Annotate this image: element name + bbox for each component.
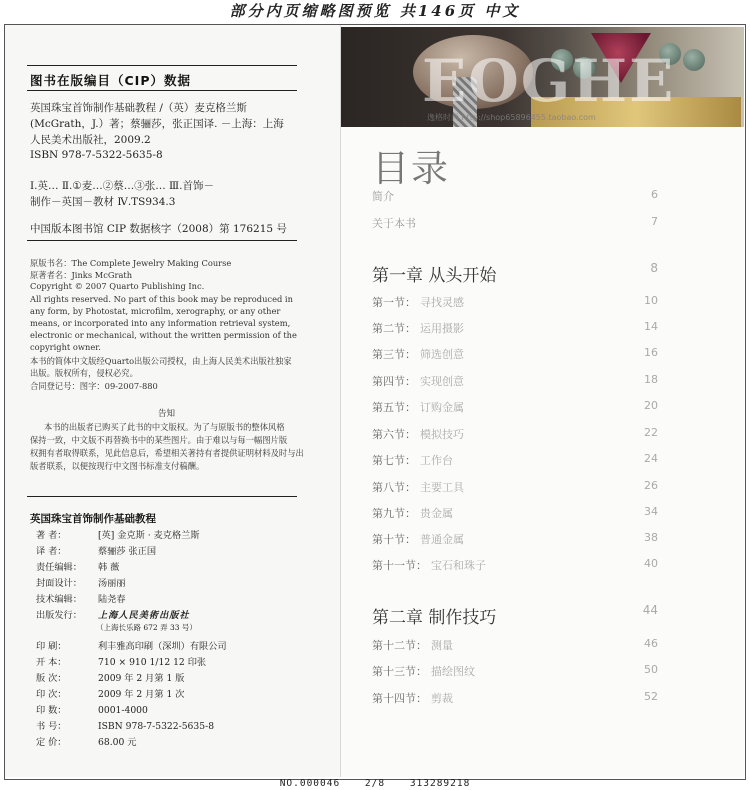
print-count: 印 数： 0001-4000: [36, 705, 148, 716]
print-price: 定 价： 68.00 元: [36, 737, 137, 748]
toc-section: 第十节： 普通金属 38: [372, 531, 658, 546]
credit-publisher: 出版发行： 上海人民美術出版社: [36, 610, 190, 621]
toc-section: 第九节： 贵金属 34: [372, 505, 658, 520]
notice-line: 本书的出版者已购买了此书的中文版权。为了与原版书的整体风格: [44, 422, 285, 432]
cip-isbn: ISBN 978-7-5322-5635-8: [30, 149, 163, 161]
credit-tech: 技术编辑： 陆尧春: [36, 594, 126, 605]
print-isbn: 书 号： ISBN 978-7-5322-5635-8: [36, 721, 215, 732]
cip-top-rule: [27, 65, 297, 66]
credit-author: 著 者： [英] 金克斯 · 麦克格兰斯: [36, 530, 200, 541]
toc-section: 第十三节： 描绘图纹 50: [372, 663, 658, 678]
footer-number: NO.000046: [279, 778, 341, 789]
original-info: copyright owner.: [30, 342, 101, 352]
footer-stamp: [0, 778, 750, 789]
contract-number: 合同登记号：图字：09-2007-880: [30, 381, 158, 391]
toc-section: 第三节： 筛选创意 16: [372, 346, 658, 361]
credit-translator: 译 者： 蔡骊莎 张正国: [36, 546, 157, 557]
print-edition: 版 次： 2009 年 2 月第 1 版: [36, 673, 185, 684]
toc-section: 第七节： 工作台 24: [372, 452, 658, 467]
toc-title: 目录: [372, 147, 450, 190]
toc-section: 第十一节： 宝石和珠子 40: [372, 557, 658, 572]
original-info: All rights reserved. No part of this book may be reproduced in: [30, 294, 293, 304]
credit-cover: 封面设计： 汤丽丽: [36, 578, 126, 589]
toc-intro-item: 关于本书 7: [372, 215, 658, 230]
toc-section: 第二节： 运用摄影 14: [372, 320, 658, 335]
credits-top-rule: [27, 496, 297, 497]
notice-line: 权拥有者取得联系，见此信息后，希望相关著持有者提供证明材料及时与出: [30, 448, 304, 458]
original-info: 原版书名：The Complete Jewelry Making Course: [30, 258, 232, 268]
toc-section: 第五节： 订购金属 20: [372, 399, 658, 414]
cip-number: 中国版本图书馆 CIP 数据核字（2008）第 176215 号: [30, 223, 287, 235]
print-impression: 印 次： 2009 年 2 月第 1 次: [36, 689, 185, 700]
credit-editor: 责任编辑： 韩 薇: [36, 562, 120, 573]
cip-line: 英国珠宝首饰制作基础教程 /（英）麦克格兰斯: [30, 102, 247, 114]
notice-line: 保持一致，中文版不再替换书中的某些图片。由于难以与每一幅图片版: [30, 435, 288, 445]
print-printer: 印 刷： 利丰雅高印刷（深圳）有限公司: [36, 641, 227, 652]
footer-code: 313289218: [409, 778, 471, 789]
original-info: 出版。版权所有，侵权必究。: [30, 368, 138, 378]
original-info: any form, by Photostat, microfilm, xerography, or any other: [30, 306, 281, 316]
toc-section: 第十四节： 剪裁 52: [372, 690, 658, 705]
book-title: 英国珠宝首饰制作基础教程: [30, 513, 156, 525]
notice-line: 版者联系，以便按现行中文图书标准支付稿酬。: [30, 461, 205, 471]
original-info: 原著者名：Jinks McGrath: [30, 270, 133, 280]
notice-title: 告知: [158, 409, 176, 419]
preview-banner: 部分内页缩略图预览 共146页 中文: [229, 2, 521, 20]
toc-chapter-1: 第一章 从头开始 8: [372, 261, 658, 286]
toc-intro-item: 简介 6: [372, 188, 658, 203]
cip-line: 人民美术出版社，2009.2: [30, 134, 151, 146]
toc-chapter-2: 第二章 制作技巧 44: [372, 603, 658, 628]
cip-line: Ⅰ.英… Ⅱ.①麦…②蔡…③张… Ⅲ.首饰－: [30, 180, 215, 192]
cip-bottom-rule: [27, 240, 297, 241]
publisher-address: （上海长乐路 672 弄 33 号）: [96, 623, 197, 632]
toc-section: 第四节： 实现创意 18: [372, 373, 658, 388]
original-info: Copyright © 2007 Quarto Publishing Inc.: [30, 281, 205, 291]
jade-bead-image: [683, 49, 705, 71]
cip-line: (McGrath，J.）著；蔡骊莎，张正国译. －上海：上海: [30, 118, 284, 130]
page-gutter: [340, 25, 341, 777]
original-info: electronic or mechanical, without the written permission of the: [30, 330, 297, 340]
toc-section: 第十二节： 测量 46: [372, 637, 658, 652]
cip-title-rule: [27, 90, 297, 91]
original-info: means, or incorporated into any information retrieval system,: [30, 318, 291, 328]
footer-page: 2/8: [364, 778, 386, 789]
toc-section: 第一节： 寻找灵感 10: [372, 294, 658, 309]
cip-line: 制作－英国－教材 Ⅳ.TS934.3: [30, 196, 176, 208]
cip-title: 图书在版编目（CIP）数据: [30, 73, 191, 88]
watermark-url: 逸格时尚 http://shop65896455.taobao.com: [427, 113, 596, 122]
toc-section: 第八节： 主要工具 26: [372, 479, 658, 494]
toc-section: 第六节： 模拟技巧 22: [372, 426, 658, 441]
print-format: 开 本： 710 × 910 1/12 12 印张: [36, 657, 207, 668]
watermark-logo: EOGHE: [422, 47, 676, 115]
original-info: 本书的简体中文版经Quarto出版公司授权，由上海人民美术出版社独家: [30, 356, 292, 366]
